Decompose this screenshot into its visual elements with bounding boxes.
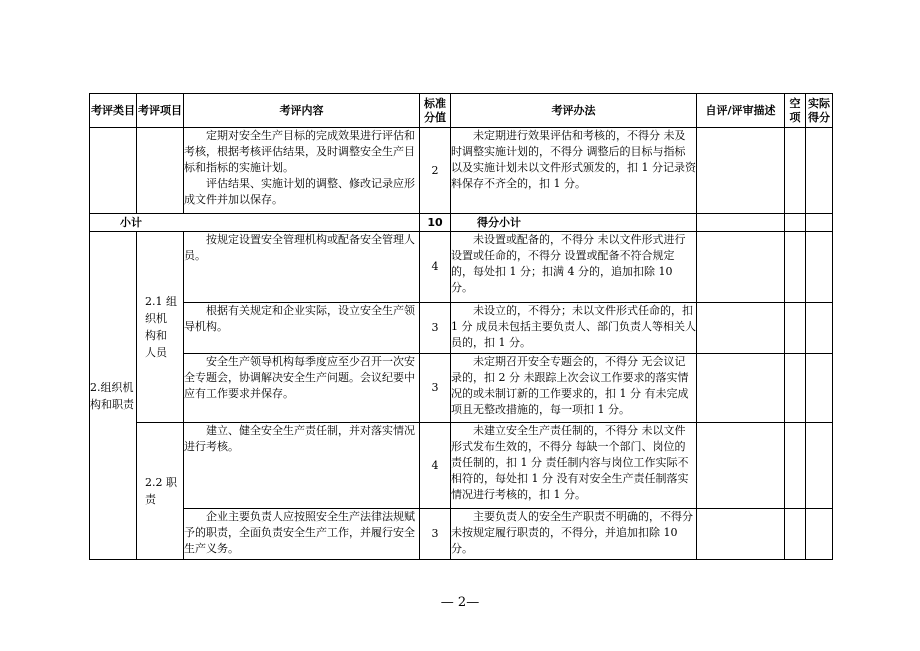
- content-text: 建立、健全安全生产责任制，并对落实情况进行考核。: [184, 424, 415, 453]
- score-cell: 4: [420, 423, 451, 509]
- score-cell: 4: [420, 232, 451, 303]
- table-header-row: [90, 94, 833, 128]
- page-number: — 2—: [440, 595, 480, 610]
- content-cell: [184, 354, 420, 423]
- empty-cell: [785, 354, 806, 423]
- self-review-cell: [697, 214, 785, 232]
- actual-score-cell: [806, 354, 833, 423]
- method-text: 未定期进行效果评估和考核的，不得分 未及时调整实施计划的，不得分 调整后的目标与指标以及实施计划未以文件形式颁发的，扣 1 分记录资料保存不齐全的，扣 1 分。: [451, 129, 696, 190]
- method-text: 未设置或配备的，不得分 未以文件形式进行设置或任命的，不得分 设置或配备不符合规定的，每处扣 1 分；扣满 4 分的，追加扣除 10 分。: [451, 233, 686, 294]
- content-text: 按规定设置安全管理机构或配备安全管理人员。: [184, 233, 415, 262]
- method-text: 未定期召开安全专题会的，不得分 无会议记录的，扣 2 分 未跟踪上次会议工作要求的落实情况的或未制订新的工作要求的，扣 1 分 有未完成项且无整改措施的，每一项扣 1 分。: [451, 355, 689, 416]
- item-text: 2.1 组织机构和人员: [145, 295, 177, 359]
- actual-score-cell: [806, 232, 833, 303]
- content-cell: [184, 423, 420, 509]
- self-review-cell: [697, 128, 785, 214]
- table-row: [90, 232, 833, 303]
- table-row: [90, 509, 833, 560]
- table-row: [90, 303, 833, 354]
- content-text: 安全生产领导机构每季度应至少召开一次安全专题会，协调解决安全生产问题。会议纪要中应有工作要求并保存。: [184, 355, 415, 400]
- empty-cell: [785, 232, 806, 303]
- content-paragraph: 评估结果、实施计划的调整、修改记录应形成文件并加以保存。: [184, 177, 415, 206]
- method-text: 未建立安全生产责任制的，不得分 未以文件形式发布生效的，不得分 每缺一个部门、岗位的责任制的，扣 1 分 责任制内容与岗位工作实际不相符的，每处扣 1 分 没有对安全生产责任制落实情况进行考核的，扣 1 分。: [451, 424, 689, 501]
- actual-score-cell: [806, 509, 833, 560]
- header-item: 考评项目: [137, 94, 184, 128]
- table-row: [90, 128, 833, 214]
- self-review-cell: [697, 423, 785, 509]
- header-method: 考评办法: [451, 94, 697, 128]
- content-text: 根据有关规定和企业实际，设立安全生产领导机构。: [184, 304, 415, 333]
- header-score: 标准分值: [420, 94, 451, 128]
- actual-score-cell: [806, 128, 833, 214]
- method-cell: [451, 423, 697, 509]
- subtotal-score: 10: [420, 214, 451, 232]
- self-review-cell: [697, 354, 785, 423]
- header-content: 考评内容: [184, 94, 420, 128]
- content-cell: [184, 509, 420, 560]
- item-cell: [137, 128, 184, 214]
- self-review-cell: [697, 232, 785, 303]
- method-cell: [451, 303, 697, 354]
- content-cell: [184, 303, 420, 354]
- actual-score-cell: [806, 214, 833, 232]
- actual-score-cell: [806, 303, 833, 354]
- content-paragraph: 定期对安全生产目标的完成效果进行评估和考核，根据考核评估结果，及时调整安全生产目标和指标的实施计划。: [184, 129, 415, 174]
- table-row: [90, 354, 833, 423]
- item-cell: [137, 423, 184, 560]
- subtotal-method-label: 得分小计: [451, 214, 697, 232]
- subtotal-row: [90, 214, 833, 232]
- method-cell: [451, 354, 697, 423]
- self-review-cell: [697, 303, 785, 354]
- header-category: 考评类目: [90, 94, 137, 128]
- evaluation-table: [89, 93, 833, 560]
- category-cell: [90, 128, 137, 214]
- method-cell: [451, 232, 697, 303]
- category-cell: 2.组织机构和职责: [90, 232, 137, 560]
- item-text: 2.2 职责: [145, 476, 177, 506]
- content-cell: [184, 128, 420, 214]
- header-empty: 空项: [785, 94, 806, 128]
- content-text: 企业主要负责人应按照安全生产法律法规赋予的职责，全面负责安全生产工作，并履行安全生产义务。: [184, 510, 415, 555]
- method-cell: [451, 128, 697, 214]
- method-text: 主要负责人的安全生产职责不明确的，不得分 未按规定履行职责的，不得分，并追加扣除 10 分。: [451, 510, 693, 555]
- empty-cell: [785, 303, 806, 354]
- empty-cell: [785, 423, 806, 509]
- method-cell: [451, 509, 697, 560]
- header-self-review: 自评/评审描述: [697, 94, 785, 128]
- actual-score-cell: [806, 423, 833, 509]
- score-cell: 2: [420, 128, 451, 214]
- method-text: 未设立的，不得分；未以文件形式任命的，扣 1 分 成员未包括主要负责人、部门负责人等相关人员的，扣 1 分。: [451, 304, 696, 349]
- content-cell: [184, 232, 420, 303]
- empty-cell: [785, 214, 806, 232]
- item-cell: [137, 232, 184, 423]
- table-row: [90, 423, 833, 509]
- header-actual: 实际得分: [806, 94, 833, 128]
- subtotal-label: 小计: [90, 214, 420, 232]
- empty-cell: [785, 128, 806, 214]
- score-cell: 3: [420, 303, 451, 354]
- self-review-cell: [697, 509, 785, 560]
- empty-cell: [785, 509, 806, 560]
- score-cell: 3: [420, 354, 451, 423]
- score-cell: 3: [420, 509, 451, 560]
